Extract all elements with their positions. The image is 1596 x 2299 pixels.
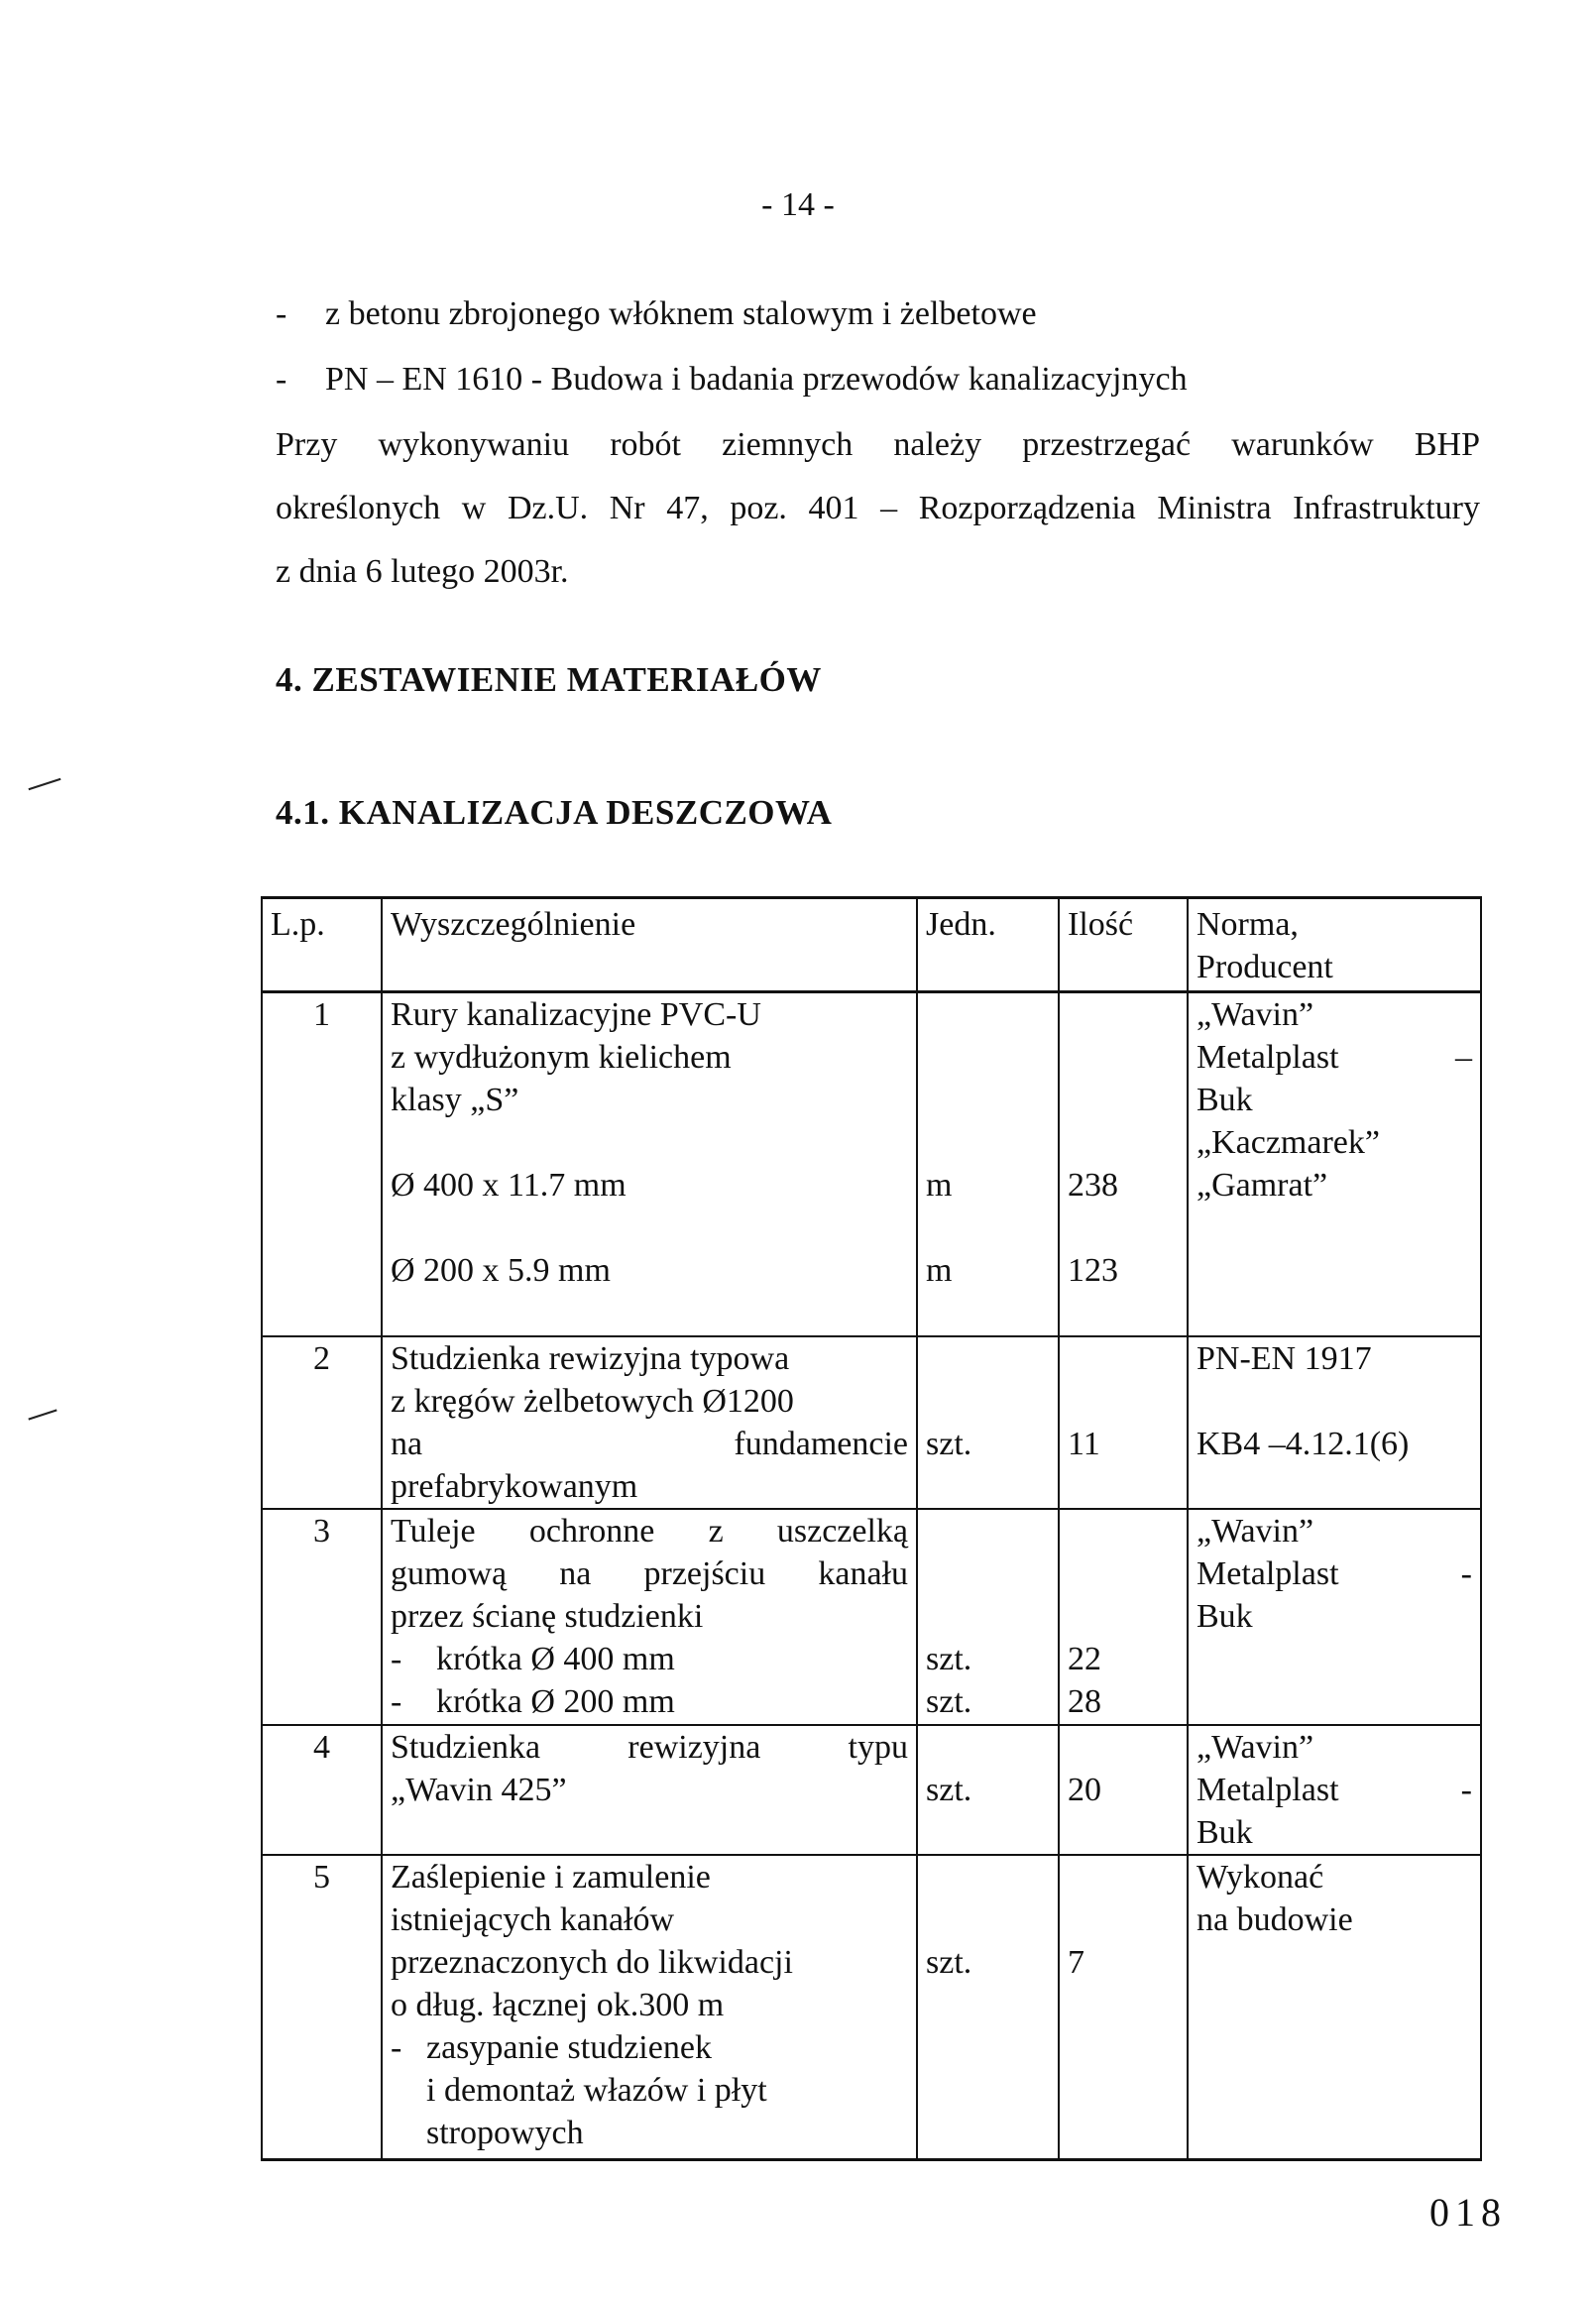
norm-line: na budowie <box>1197 1901 1353 1938</box>
header-lp: L.p. <box>262 898 382 992</box>
norm-line <box>1197 1552 1472 1595</box>
desc-line: Rury kanalizacyjne PVC-U <box>391 996 761 1033</box>
row-norm <box>1188 992 1481 1337</box>
desc-line: i demontaż włazów i płyt <box>426 2072 767 2109</box>
sub-item <box>391 1680 908 1723</box>
row-norm <box>1188 1725 1481 1855</box>
norm-line: „Wavin” <box>1197 1513 1314 1550</box>
norm-line: Buk <box>1197 1082 1253 1118</box>
desc-line: istniejących kanałów <box>391 1901 675 1938</box>
bhp-paragraph-line-2: określonych w Dz.U. Nr 47, poz. 401 – Rozporządzenia Ministra Infrastruktury <box>276 490 1480 526</box>
header-quantity: Ilość <box>1059 898 1188 992</box>
norm-line: „Gamrat” <box>1197 1167 1328 1204</box>
header-unit: Jedn. <box>917 898 1059 992</box>
norm-line <box>1197 1769 1472 1811</box>
norm-text: Metalplast <box>1197 1555 1339 1592</box>
materials-table <box>261 896 1482 2161</box>
sub-item-text: Ø 200 x 5.9 mm <box>391 1252 611 1289</box>
norm-dash: – <box>1455 1039 1472 1076</box>
row-number: 2 <box>262 1336 382 1509</box>
sub-item-qty: 22 <box>1068 1641 1101 1677</box>
row-unit <box>917 1855 1059 2160</box>
sub-item-text: Ø 400 x 11.7 mm <box>391 1167 627 1204</box>
qty-value: 20 <box>1068 1772 1101 1808</box>
sub-item <box>391 1638 908 1680</box>
norm-line <box>1197 1036 1472 1079</box>
header-norm <box>1188 898 1481 992</box>
norm-dash: - <box>1460 1772 1472 1808</box>
row-quantity <box>1059 1336 1188 1509</box>
sub-item-unit: szt. <box>926 1683 972 1720</box>
sub-item-text: krótka Ø 400 mm <box>436 1641 675 1677</box>
desc-line: przeznaczonych do likwidacji <box>391 1944 793 1981</box>
norm-line: Wykonać <box>1197 1859 1324 1896</box>
sub-item-text: zasypanie studzienek <box>426 2029 712 2066</box>
desc-word: na <box>391 1426 423 1462</box>
row-norm <box>1188 1855 1481 2160</box>
unit-value: szt. <box>926 1426 972 1462</box>
list-dash: - <box>391 1683 402 1720</box>
header-norm-line-2: Producent <box>1197 949 1333 985</box>
row-quantity <box>1059 1725 1188 1855</box>
desc-line: „Wavin 425” <box>391 1772 567 1808</box>
desc-line: gumową na przejściu kanału <box>391 1555 908 1592</box>
desc-line: Tuleje ochronne z uszczelką <box>391 1513 908 1550</box>
sub-item-qty: 123 <box>1068 1252 1118 1289</box>
sub-item <box>391 2026 908 2069</box>
desc-word: fundamencie <box>734 1426 908 1462</box>
norm-line: „Wavin” <box>1197 996 1314 1033</box>
row-number: 1 <box>262 992 382 1337</box>
table-row <box>262 992 1481 1337</box>
intro-line-1 <box>276 295 1037 333</box>
row-number: 4 <box>262 1725 382 1855</box>
qty-value: 11 <box>1068 1426 1100 1462</box>
row-quantity <box>1059 1509 1188 1725</box>
norm-line: Buk <box>1197 1814 1253 1851</box>
table-row <box>262 1855 1481 2160</box>
row-number: 3 <box>262 1509 382 1725</box>
row-quantity <box>1059 1855 1188 2160</box>
intro-line-2-text: PN – EN 1610 - Budowa i badania przewodów kanalizacyjnych <box>325 361 1188 398</box>
desc-line: z kręgów żelbetowych Ø1200 <box>391 1383 794 1420</box>
intro-line-1-text: z betonu zbrojonego włóknem stalowym i żelbetowe <box>325 295 1037 332</box>
desc-line: klasy „S” <box>391 1082 519 1118</box>
desc-line: prefabrykowanym <box>391 1468 638 1505</box>
unit-value: szt. <box>926 1772 972 1808</box>
table-header-row <box>262 898 1481 992</box>
table-row <box>262 1336 1481 1509</box>
row-number: 5 <box>262 1855 382 2160</box>
unit-value: szt. <box>926 1944 972 1981</box>
sub-item-unit: m <box>926 1167 953 1204</box>
page-stamp: 018 <box>1429 2190 1507 2235</box>
list-dash: - <box>391 1641 402 1677</box>
norm-dash: - <box>1460 1555 1472 1592</box>
sub-item-qty: 238 <box>1068 1167 1118 1204</box>
norm-line: „Kaczmarek” <box>1197 1124 1380 1161</box>
header-description: Wyszczególnienie <box>382 898 917 992</box>
sub-item-text: krótka Ø 200 mm <box>436 1683 675 1720</box>
header-norm-line-1: Norma, <box>1197 906 1299 943</box>
margin-mark <box>29 778 61 790</box>
row-description <box>382 1336 917 1509</box>
page-number: - 14 - <box>761 186 835 223</box>
desc-line: Studzienka rewizyjna typu <box>391 1729 908 1766</box>
list-dash: - <box>276 295 287 332</box>
margin-mark <box>28 1409 57 1420</box>
desc-line: o dług. łącznej ok.300 m <box>391 1987 725 2023</box>
row-description <box>382 1509 917 1725</box>
norm-line: PN-EN 1917 <box>1197 1340 1372 1377</box>
desc-line: Zaślepienie i zamulenie <box>391 1859 711 1896</box>
sub-item-unit: m <box>926 1252 953 1289</box>
row-description <box>382 1725 917 1855</box>
row-quantity <box>1059 992 1188 1337</box>
desc-line: stropowych <box>426 2115 584 2151</box>
row-unit <box>917 1725 1059 1855</box>
list-dash: - <box>391 2029 402 2066</box>
desc-line: Studzienka rewizyjna typowa <box>391 1340 790 1377</box>
desc-line <box>391 1423 908 1465</box>
row-unit <box>917 1509 1059 1725</box>
norm-line: Buk <box>1197 1598 1253 1635</box>
intro-line-2 <box>276 361 1188 399</box>
row-description <box>382 992 917 1337</box>
table-row <box>262 1509 1481 1725</box>
norm-text: Metalplast <box>1197 1772 1339 1808</box>
sub-item-unit: szt. <box>926 1641 972 1677</box>
subsection-heading: 4.1. KANALIZACJA DESZCZOWA <box>276 793 833 832</box>
section-heading: 4. ZESTAWIENIE MATERIAŁÓW <box>276 660 822 699</box>
row-norm <box>1188 1509 1481 1725</box>
row-description <box>382 1855 917 2160</box>
row-unit <box>917 992 1059 1337</box>
row-unit <box>917 1336 1059 1509</box>
desc-line: z wydłużonym kielichem <box>391 1039 732 1076</box>
norm-line: „Wavin” <box>1197 1729 1314 1766</box>
desc-line: przez ścianę studzienki <box>391 1598 704 1635</box>
row-norm <box>1188 1336 1481 1509</box>
table-row <box>262 1725 1481 1855</box>
bhp-paragraph-line-1: Przy wykonywaniu robót ziemnych należy przestrzegać warunków BHP <box>276 426 1480 463</box>
sub-item-qty: 28 <box>1068 1683 1101 1720</box>
bhp-paragraph-line-3: z dnia 6 lutego 2003r. <box>276 553 569 590</box>
list-dash: - <box>276 361 287 398</box>
norm-line: KB4 –4.12.1(6) <box>1197 1426 1410 1462</box>
qty-value: 7 <box>1068 1944 1084 1981</box>
norm-text: Metalplast <box>1197 1039 1339 1076</box>
